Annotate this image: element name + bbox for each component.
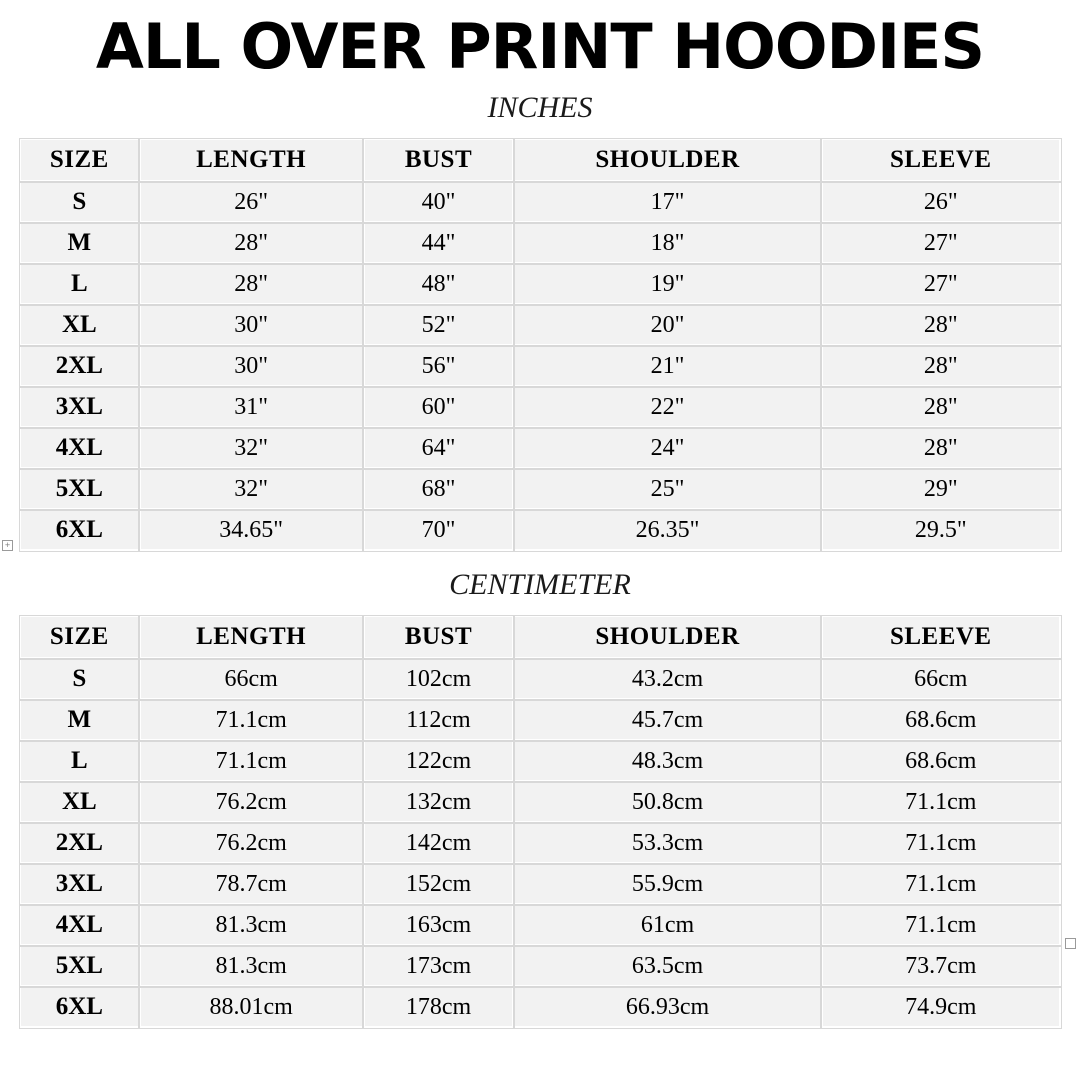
table-row: [20, 782, 1061, 823]
cell-bust: 102cm: [363, 659, 514, 700]
cell-bust: 56": [363, 346, 514, 387]
cell-shoulder: 61cm: [514, 905, 821, 946]
table-row: [20, 305, 1061, 346]
cell-sleeve: 28": [821, 428, 1060, 469]
cell-sleeve: 28": [821, 305, 1060, 346]
cell-length: 32": [139, 428, 363, 469]
cell-size: L: [20, 741, 140, 782]
table-row: [20, 428, 1061, 469]
table-row: [20, 700, 1061, 741]
inches-table-wrap: [0, 137, 1080, 552]
cell-size: 3XL: [20, 387, 140, 428]
cell-length: 66cm: [139, 659, 363, 700]
cell-size: 5XL: [20, 946, 140, 987]
column-header-length: LENGTH: [139, 139, 363, 182]
inches-unit-label: INCHES: [487, 91, 593, 125]
spacer: [0, 552, 1080, 568]
table-row: [20, 469, 1061, 510]
cell-size: 6XL: [20, 510, 140, 551]
cell-shoulder: 17": [514, 182, 821, 223]
table-row: [20, 741, 1061, 782]
cell-shoulder: 50.8cm: [514, 782, 821, 823]
table-row: [20, 905, 1061, 946]
cell-sleeve: 28": [821, 346, 1060, 387]
cell-size: L: [20, 264, 140, 305]
column-header-size: SIZE: [20, 616, 140, 659]
cell-sleeve: 28": [821, 387, 1060, 428]
cell-shoulder: 24": [514, 428, 821, 469]
cell-bust: 52": [363, 305, 514, 346]
cell-length: 28": [139, 264, 363, 305]
cell-length: 34.65": [139, 510, 363, 551]
cell-shoulder: 18": [514, 223, 821, 264]
cell-size: 3XL: [20, 864, 140, 905]
table-row: [20, 987, 1061, 1028]
cell-sleeve: 29": [821, 469, 1060, 510]
centimeter-table-wrap: [0, 614, 1080, 1029]
cell-size: 2XL: [20, 823, 140, 864]
cell-length: 30": [139, 346, 363, 387]
cell-size: M: [20, 700, 140, 741]
cell-bust: 173cm: [363, 946, 514, 987]
table-row: [20, 346, 1061, 387]
cell-shoulder: 21": [514, 346, 821, 387]
cell-length: 71.1cm: [139, 741, 363, 782]
cell-bust: 132cm: [363, 782, 514, 823]
cell-size: S: [20, 182, 140, 223]
cell-bust: 70": [363, 510, 514, 551]
cell-shoulder: 26.35": [514, 510, 821, 551]
cell-shoulder: 55.9cm: [514, 864, 821, 905]
cell-size: M: [20, 223, 140, 264]
centimeter-size-chart: [18, 614, 1062, 1029]
cell-shoulder: 45.7cm: [514, 700, 821, 741]
cell-bust: 40": [363, 182, 514, 223]
cell-bust: 60": [363, 387, 514, 428]
cell-sleeve: 74.9cm: [821, 987, 1060, 1028]
resize-handle-left[interactable]: +: [2, 540, 13, 551]
cell-bust: 152cm: [363, 864, 514, 905]
table-row: [20, 223, 1061, 264]
column-header-length: LENGTH: [139, 616, 363, 659]
cell-bust: 122cm: [363, 741, 514, 782]
cell-sleeve: 73.7cm: [821, 946, 1060, 987]
cell-sleeve: 68.6cm: [821, 700, 1060, 741]
page-title: ALL OVER PRINT HOODIES: [95, 10, 985, 83]
table-row: [20, 864, 1061, 905]
cell-shoulder: 20": [514, 305, 821, 346]
cell-bust: 44": [363, 223, 514, 264]
cell-size: 5XL: [20, 469, 140, 510]
column-header-sleeve: SLEEVE: [821, 139, 1060, 182]
cell-size: 4XL: [20, 905, 140, 946]
resize-handle-right[interactable]: [1065, 938, 1076, 949]
column-header-size: SIZE: [20, 139, 140, 182]
column-header-bust: BUST: [363, 139, 514, 182]
table-row: [20, 823, 1061, 864]
table-row: [20, 510, 1061, 551]
cell-sleeve: 27": [821, 223, 1060, 264]
centimeter-unit-label: CENTIMETER: [449, 568, 631, 602]
table-header-row: [20, 616, 1061, 659]
table-row: [20, 387, 1061, 428]
cell-sleeve: 71.1cm: [821, 905, 1060, 946]
cell-size: 4XL: [20, 428, 140, 469]
cell-sleeve: 26": [821, 182, 1060, 223]
cell-size: S: [20, 659, 140, 700]
cell-size: 2XL: [20, 346, 140, 387]
cell-shoulder: 25": [514, 469, 821, 510]
cell-sleeve: 71.1cm: [821, 782, 1060, 823]
cell-bust: 142cm: [363, 823, 514, 864]
spacer: [0, 125, 1080, 137]
cell-bust: 163cm: [363, 905, 514, 946]
cell-shoulder: 22": [514, 387, 821, 428]
column-header-shoulder: SHOULDER: [514, 139, 821, 182]
cell-bust: 68": [363, 469, 514, 510]
cell-length: 81.3cm: [139, 905, 363, 946]
cell-sleeve: 27": [821, 264, 1060, 305]
spacer: [0, 602, 1080, 614]
table-row: [20, 182, 1061, 223]
cell-length: 76.2cm: [139, 823, 363, 864]
cell-shoulder: 66.93cm: [514, 987, 821, 1028]
cell-shoulder: 53.3cm: [514, 823, 821, 864]
cell-length: 30": [139, 305, 363, 346]
cell-length: 88.01cm: [139, 987, 363, 1028]
cell-sleeve: 68.6cm: [821, 741, 1060, 782]
cell-sleeve: 29.5": [821, 510, 1060, 551]
inches-size-chart: [18, 137, 1062, 552]
cell-shoulder: 48.3cm: [514, 741, 821, 782]
table-row: [20, 946, 1061, 987]
table-header-row: [20, 139, 1061, 182]
cell-shoulder: 63.5cm: [514, 946, 821, 987]
cell-sleeve: 71.1cm: [821, 864, 1060, 905]
table-row: [20, 659, 1061, 700]
cell-bust: 178cm: [363, 987, 514, 1028]
column-header-shoulder: SHOULDER: [514, 616, 821, 659]
cell-sleeve: 71.1cm: [821, 823, 1060, 864]
cell-length: 28": [139, 223, 363, 264]
cell-length: 76.2cm: [139, 782, 363, 823]
cell-shoulder: 43.2cm: [514, 659, 821, 700]
cell-bust: 112cm: [363, 700, 514, 741]
cell-shoulder: 19": [514, 264, 821, 305]
column-header-sleeve: SLEEVE: [821, 616, 1060, 659]
cell-bust: 64": [363, 428, 514, 469]
table-row: [20, 264, 1061, 305]
cell-size: XL: [20, 305, 140, 346]
cell-length: 26": [139, 182, 363, 223]
cell-bust: 48": [363, 264, 514, 305]
cell-sleeve: 66cm: [821, 659, 1060, 700]
column-header-bust: BUST: [363, 616, 514, 659]
cell-size: 6XL: [20, 987, 140, 1028]
cell-size: XL: [20, 782, 140, 823]
cell-length: 71.1cm: [139, 700, 363, 741]
cell-length: 81.3cm: [139, 946, 363, 987]
cell-length: 78.7cm: [139, 864, 363, 905]
cell-length: 32": [139, 469, 363, 510]
cell-length: 31": [139, 387, 363, 428]
